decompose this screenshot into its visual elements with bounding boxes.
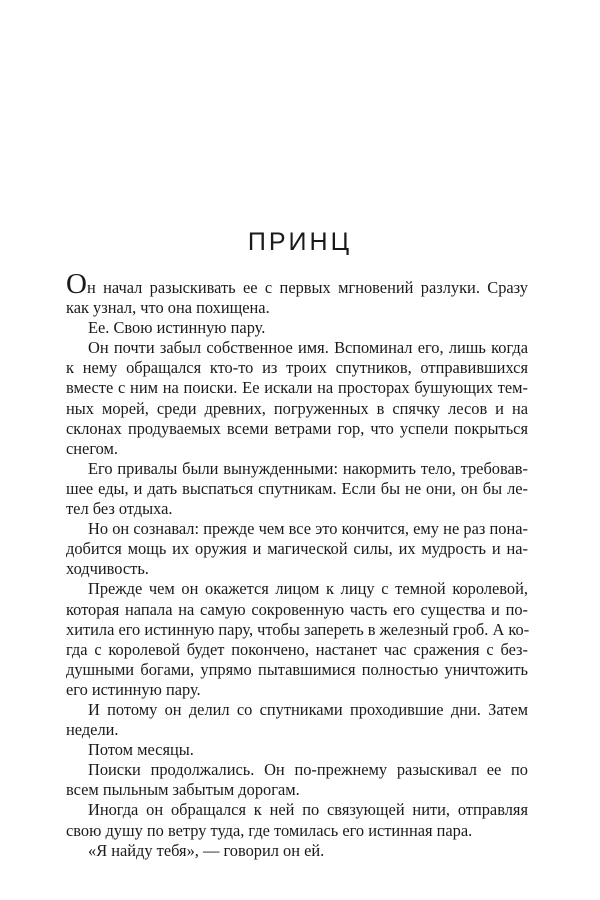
text-line: Потом месяцы. [88,740,194,760]
paragraph [66,338,528,459]
text-line: которая напала на самую сокровенную часть его существа и по- [66,599,528,619]
text-line: тел без отдыха. [66,499,173,519]
text-line: Иногда он обращался к ней по связующей нити, отправляя [88,800,528,820]
paragraph [66,760,528,800]
text-line: Его привалы были вынужденными: накормить тело, требовав- [88,458,528,478]
text-line: как узнал, что она похищена. [66,298,270,318]
text-line: И потому он делил со спутниками проходившие дни. Затем [88,699,528,719]
text-line: шее еды, и дать выспаться спутникам. Если бы не они, он бы ле- [66,478,528,498]
text-line: Ее. Свою истинную пару. [88,318,266,338]
paragraph [66,268,528,318]
text-line [66,268,528,300]
text-line: Он почти забыл собственное имя. Вспоминал его, лишь когда [88,338,528,358]
text-line: снегом. [66,438,118,458]
text-line: вместе с ним на поиски. Ее искали на просторах бушующих тем- [66,378,528,398]
text-line: к нему обращался кто-то из троих спутников, отправившихся [66,358,528,378]
text-line: «Я найду тебя», — говорил он ей. [88,840,325,860]
text-line: хитила его истинную пару, чтобы запереть в железный гроб. А ко- [66,619,530,639]
paragraph [66,579,528,700]
text-line: Поиски продолжались. Он по-прежнему разыскивал ее по [88,760,528,780]
text-line: Прежде чем он окажется лицом к лицу с темной королевой, [88,579,528,599]
paragraph [66,841,528,861]
paragraph [66,800,528,840]
chapter-body [66,268,530,861]
text-line-rest: н начал разыскивать ее с первых мгновений разлуки. Сразу [86,278,528,297]
text-line: душными богами, упрямо пытавшимися полностью уничтожить [66,659,528,679]
paragraph [66,459,528,519]
text-line: недели. [66,720,119,740]
chapter-title: ПРИНЦ [247,228,353,256]
paragraph [66,700,528,740]
text-line: его истинную пару. [66,679,201,699]
text-line: ходчивость. [66,559,149,579]
text-line: добится мощь их оружия и магической силы, их мудрость и на- [66,539,528,559]
text-line: свою душу по ветру туда, где томилась его истинная пара. [66,820,473,840]
drop-cap: О [66,268,87,300]
paragraph [66,318,528,338]
text-line: всем пыльным забытым дорогам. [66,780,300,800]
paragraph [66,519,528,579]
text-line: Но он сознавал: прежде чем все это кончится, ему не раз пона- [88,519,528,539]
paragraph [66,740,528,760]
text-line: гда с королевой будет покончено, настанет час сражения с без- [66,639,528,659]
text-line: склонах продуваемых всеми ветрами гор, что успели покрыться [66,418,528,438]
text-line: ных морей, среди древних, погруженных в спячку лесов и на [66,398,528,418]
